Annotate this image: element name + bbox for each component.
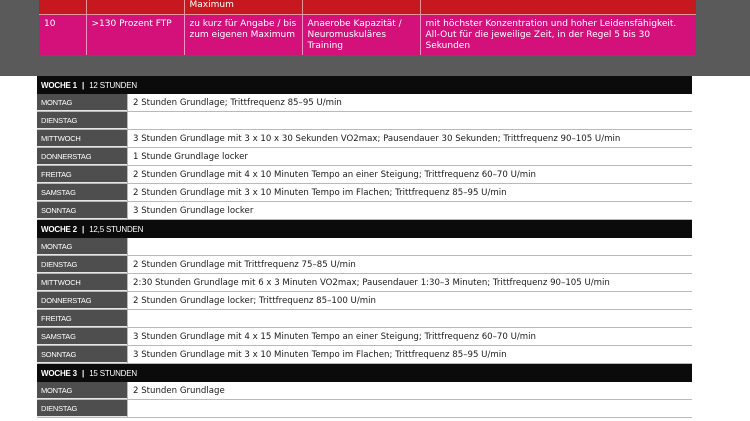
day-name: FREITAG bbox=[37, 166, 127, 183]
day-name: DIENSTAG bbox=[37, 400, 127, 417]
week-title: WOCHE 1 bbox=[41, 80, 77, 90]
week-title: WOCHE 2 bbox=[41, 224, 77, 234]
week-hours: 15 STUNDEN bbox=[89, 368, 137, 378]
day-workout bbox=[127, 112, 692, 129]
day-workout bbox=[127, 400, 692, 417]
zone-focus: Anaerobe Kapazität / Neuromuskuläres Training bbox=[302, 15, 420, 56]
week-header bbox=[37, 76, 692, 94]
zone-ftp: >130 Prozent FTP bbox=[86, 15, 184, 56]
day-name: SAMSTAG bbox=[37, 184, 127, 201]
day-name: MONTAG bbox=[37, 382, 127, 399]
day-name: DONNERSTAG bbox=[37, 148, 127, 165]
zone-note: mit höchster Konzentration und hoher Leidensfähigkeit. All-Out für die jeweilige Zeit, in der Regel 5 bis 30 Sekunden bbox=[420, 15, 696, 56]
day-row bbox=[37, 166, 692, 184]
training-plan bbox=[37, 76, 692, 418]
day-workout: 3 Stunden Grundlage mit 3 x 10 x 30 Sekunden VO2max; Pausendauer 30 Sekunden; Trittfrequenz 90–105 U/min bbox=[127, 130, 692, 147]
day-workout: 2:30 Stunden Grundlage mit 6 x 3 Minuten VO2max; Pausendauer 1:30–3 Minuten; Trittfrequenz 90–105 U/min bbox=[127, 274, 692, 291]
day-workout: 2 Stunden Grundlage mit Trittfrequenz 75–85 U/min bbox=[127, 256, 692, 273]
day-row bbox=[37, 382, 692, 400]
day-workout: 2 Stunden Grundlage bbox=[127, 382, 692, 399]
zone-ftp bbox=[86, 0, 184, 15]
week-separator: | bbox=[81, 80, 85, 90]
day-row bbox=[37, 148, 692, 166]
day-workout: 2 Stunden Grundlage mit 4 x 10 Minuten Tempo an einer Steigung; Trittfrequenz 60–70 U/min bbox=[127, 166, 692, 183]
day-row bbox=[37, 274, 692, 292]
week-separator: | bbox=[81, 224, 85, 234]
day-row bbox=[37, 346, 692, 364]
day-workout: 2 Stunden Grundlage locker; Trittfrequenz 85–100 U/min bbox=[127, 292, 692, 309]
zone-number bbox=[39, 0, 86, 15]
day-row bbox=[37, 292, 692, 310]
day-row bbox=[37, 310, 692, 328]
day-row bbox=[37, 400, 692, 418]
zone-perception: Maximum bbox=[184, 0, 302, 15]
day-name: DONNERSTAG bbox=[37, 292, 127, 309]
day-name: MONTAG bbox=[37, 94, 127, 111]
day-name: MONTAG bbox=[37, 238, 127, 255]
day-name: DIENSTAG bbox=[37, 112, 127, 129]
week-hours: 12 STUNDEN bbox=[89, 80, 137, 90]
day-workout bbox=[127, 238, 692, 255]
day-row bbox=[37, 256, 692, 274]
day-name: MITTWOCH bbox=[37, 130, 127, 147]
training-zone-table bbox=[39, 0, 696, 55]
day-row bbox=[37, 184, 692, 202]
day-workout: 2 Stunden Grundlage mit 3 x 10 Minuten Tempo im Flachen; Trittfrequenz 85–95 U/min bbox=[127, 184, 692, 201]
day-workout: 3 Stunden Grundlage mit 4 x 15 Minuten Tempo an einer Steigung; Trittfrequenz 60–70 U/min bbox=[127, 328, 692, 345]
day-name: SAMSTAG bbox=[37, 328, 127, 345]
day-workout: 3 Stunden Grundlage locker bbox=[127, 202, 692, 219]
day-name: SONNTAG bbox=[37, 202, 127, 219]
week-header bbox=[37, 220, 692, 238]
zone-perception: zu kurz für Angabe / bis zum eigenen Maximum bbox=[184, 15, 302, 56]
day-row bbox=[37, 238, 692, 256]
day-row bbox=[37, 130, 692, 148]
day-row bbox=[37, 328, 692, 346]
day-row bbox=[37, 112, 692, 130]
zone-note bbox=[420, 0, 696, 15]
day-workout: 1 Stunde Grundlage locker bbox=[127, 148, 692, 165]
day-workout: 2 Stunden Grundlage; Trittfrequenz 85–95 U/min bbox=[127, 94, 692, 111]
week-separator: | bbox=[81, 368, 85, 378]
week-title: WOCHE 3 bbox=[41, 368, 77, 378]
zone-row bbox=[39, 0, 696, 15]
day-row bbox=[37, 94, 692, 112]
day-name: SONNTAG bbox=[37, 346, 127, 363]
week-header bbox=[37, 364, 692, 382]
day-workout bbox=[127, 310, 692, 327]
zone-number: 10 bbox=[39, 15, 86, 56]
zone-focus bbox=[302, 0, 420, 15]
day-name: MITTWOCH bbox=[37, 274, 127, 291]
day-row bbox=[37, 202, 692, 220]
week-hours: 12,5 STUNDEN bbox=[89, 224, 144, 234]
day-workout: 3 Stunden Grundlage mit 3 x 10 Minuten Tempo im Flachen; Trittfrequenz 85–95 U/min bbox=[127, 346, 692, 363]
zone-row bbox=[39, 15, 696, 56]
day-name: DIENSTAG bbox=[37, 256, 127, 273]
day-name: FREITAG bbox=[37, 310, 127, 327]
